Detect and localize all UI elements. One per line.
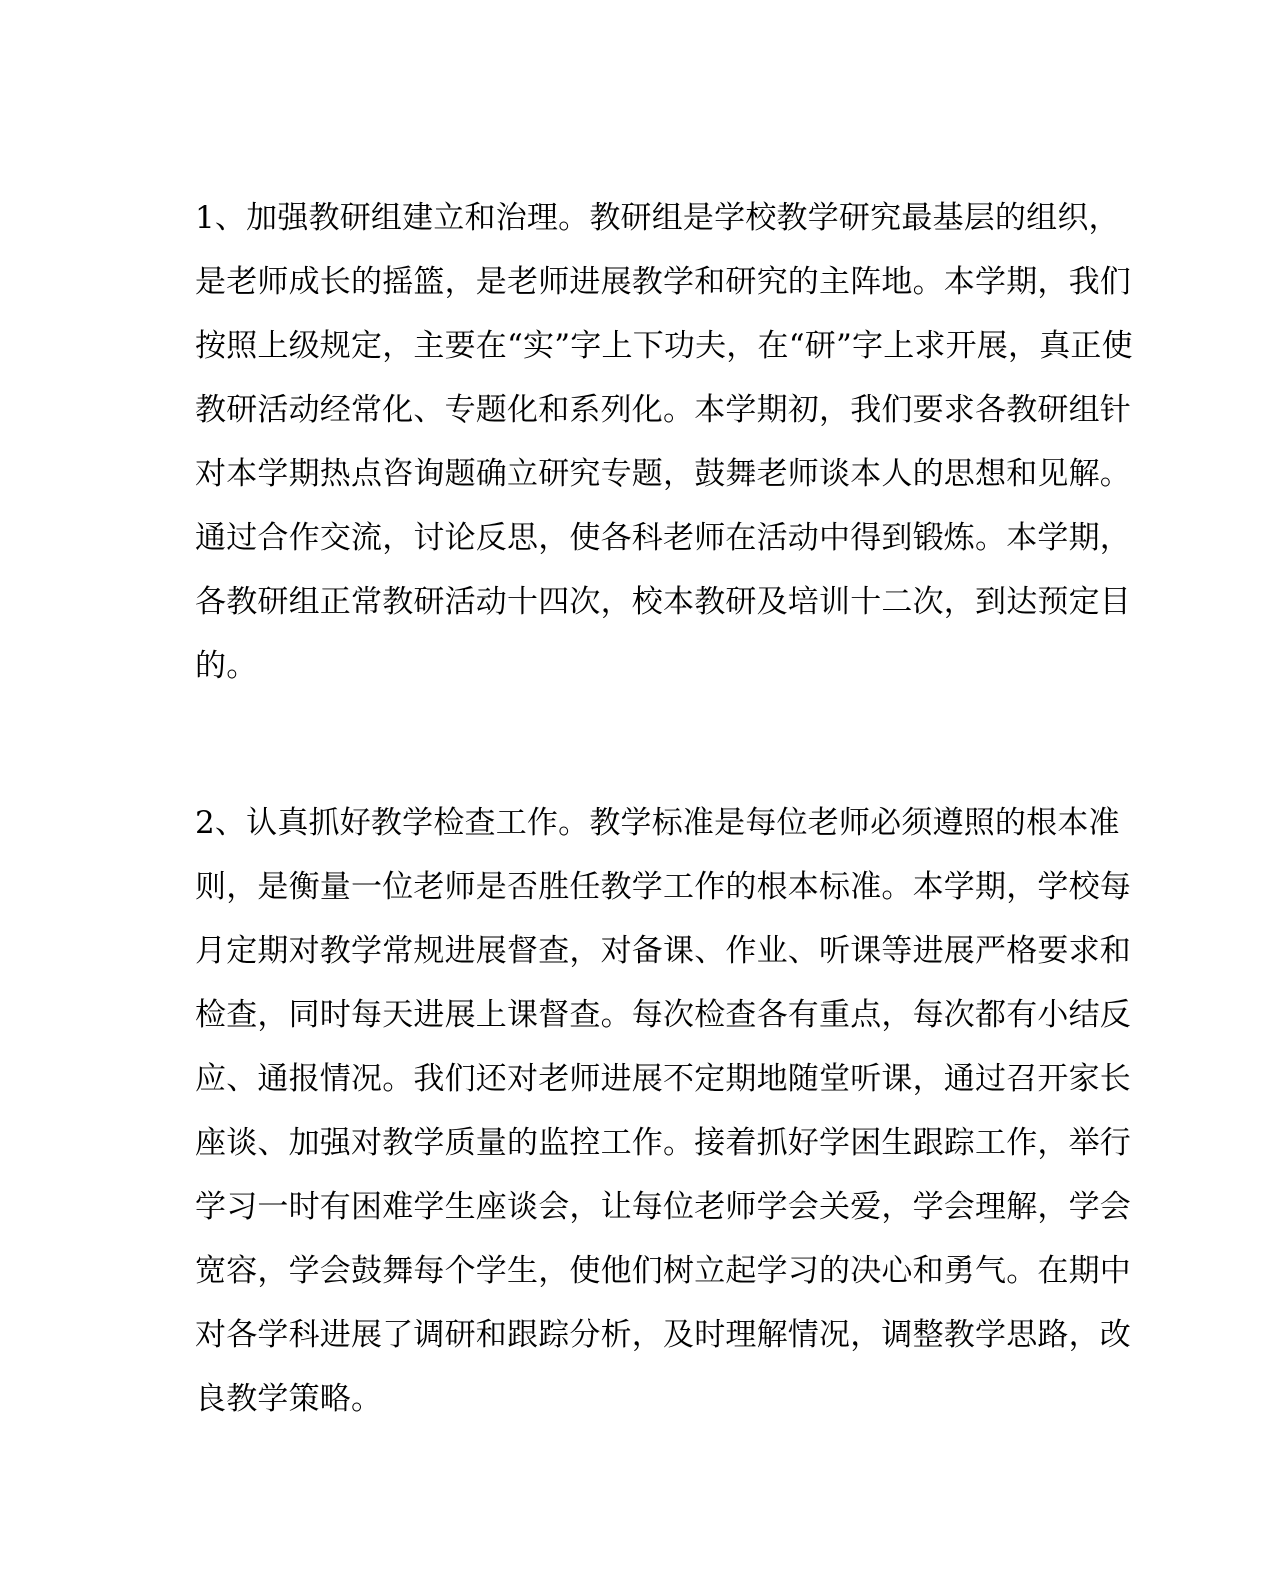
paragraph-line: 通过合作交流，讨论反思，使各科老师在活动中得到锻炼。本学期，	[195, 520, 1131, 556]
paragraph-line: 按照上级规定，主要在“实”字上下功夫，在“研”字上求开展，真正使	[195, 328, 1133, 364]
paragraph-line: 2、认真抓好教学检查工作。教学标准是每位老师必须遵照的根本准	[195, 805, 1120, 841]
paragraph-line: 1、加强教研组建立和治理。教研组是学校教学研究最基层的组织，	[195, 200, 1120, 236]
paragraph-line: 宽容，学会鼓舞每个学生，使他们树立起学习的决心和勇气。在期中	[195, 1253, 1131, 1289]
paragraph-line: 对本学期热点咨询题确立研究专题，鼓舞老师谈本人的思想和见解。	[195, 456, 1131, 492]
paragraph-line: 月定期对教学常规进展督查，对备课、作业、听课等进展严格要求和	[195, 933, 1131, 969]
paragraph-line: 应、通报情况。我们还对老师进展不定期地随堂听课，通过召开家长	[195, 1061, 1131, 1097]
paragraph-line: 良教学策略。	[195, 1381, 383, 1417]
paragraph-1	[195, 186, 1133, 698]
paragraph-line: 教研活动经常化、专题化和系列化。本学期初，我们要求各教研组针	[195, 392, 1131, 428]
paragraph-line: 则，是衡量一位老师是否胜任教学工作的根本标准。本学期，学校每	[195, 869, 1131, 905]
paragraph-2	[195, 791, 1131, 1431]
paragraph-line: 各教研组正常教研活动十四次，校本教研及培训十二次，到达预定目	[195, 584, 1131, 620]
paragraph-line: 座谈、加强对教学质量的监控工作。接着抓好学困生跟踪工作，举行	[195, 1125, 1131, 1161]
paragraph-line: 对各学科进展了调研和跟踪分析，及时理解情况，调整教学思路，改	[195, 1317, 1131, 1353]
paragraph-line: 检查，同时每天进展上课督查。每次检查各有重点，每次都有小结反	[195, 997, 1131, 1033]
paragraph-line: 是老师成长的摇篮，是老师进展教学和研究的主阵地。本学期，我们	[195, 264, 1131, 300]
paragraph-line: 的。	[195, 648, 258, 684]
paragraph-line: 学习一时有困难学生座谈会，让每位老师学会关爱，学会理解，学会	[195, 1189, 1131, 1225]
